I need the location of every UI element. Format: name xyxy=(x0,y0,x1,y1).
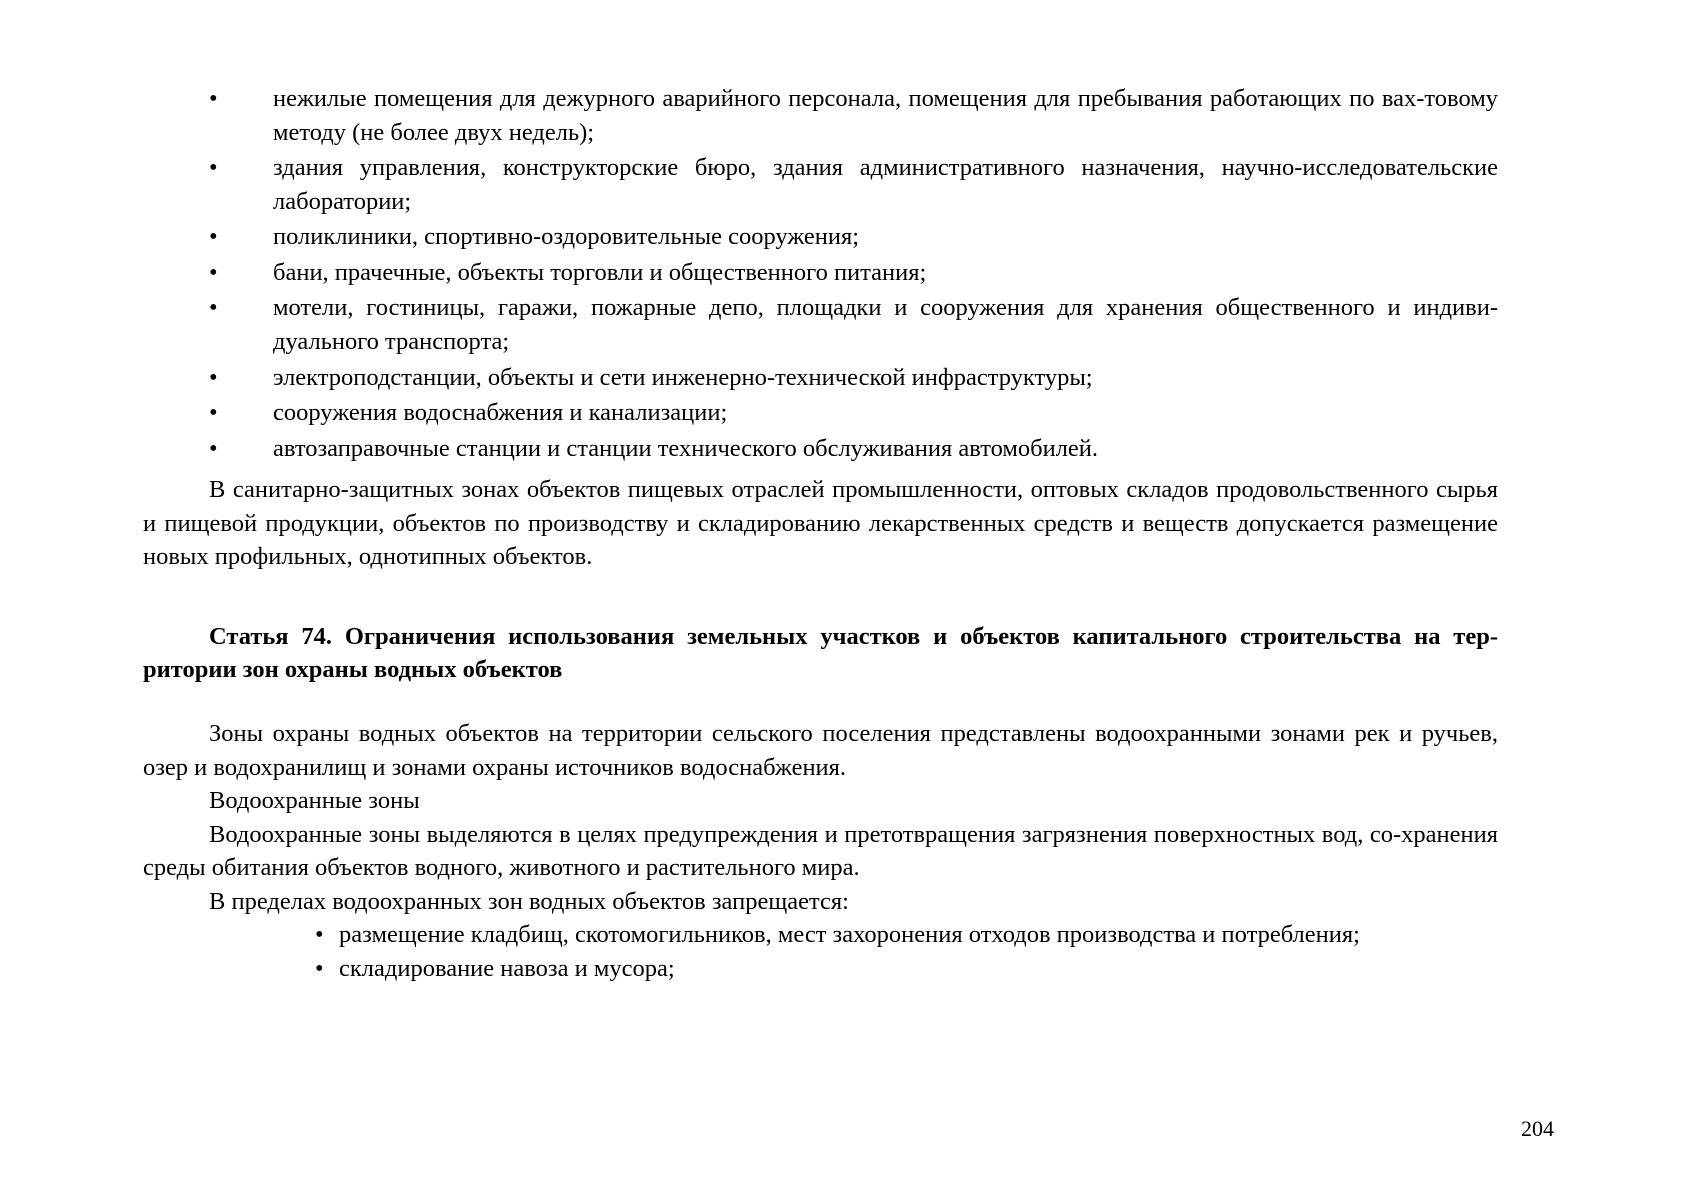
restricted-objects-list xyxy=(143,82,1498,465)
list-item-text: складирование навоза и мусора; xyxy=(339,954,675,982)
paragraph-sanitary-zones: В санитарно-защитных зонах объектов пищевых отраслей промышленности, оптовых складов продовольственного сырья и пищевой продукции, объектов по производству и складированию лекарственных средств и веществ допускается размещение новых профильных, однотипных объектов. xyxy=(143,476,1498,571)
list-item-text: сооружения водоснабжения и канализации; xyxy=(273,399,728,427)
bullet-icon: • xyxy=(209,223,218,251)
list-item xyxy=(143,291,1498,358)
bullet-icon: • xyxy=(209,154,218,182)
bullet-icon: • xyxy=(209,85,218,112)
list-item-text: электроподстанции, объекты и сети инженерно-технической инфраструктуры; xyxy=(273,363,1093,391)
bullet-icon: • xyxy=(209,434,218,462)
page-content xyxy=(143,82,1498,986)
bullet-icon: • xyxy=(315,921,324,949)
page-number: 204 xyxy=(1521,1116,1554,1141)
bullet-icon: • xyxy=(315,954,324,982)
bullet-icon: • xyxy=(209,258,218,286)
paragraph-prohibitions-intro: В пределах водоохранных зон водных объектов запрещается: xyxy=(209,887,849,915)
list-item-text: нежилые помещения для дежурного аварийного персонала, помещения для пребывания работающих по вах-товому методу (не более двух недель); xyxy=(273,85,1498,146)
list-item-text: поликлиники, спортивно-оздоровительные сооружения; xyxy=(273,223,860,251)
spacer xyxy=(143,574,1498,620)
bullet-icon: • xyxy=(209,363,218,391)
bullet-icon: • xyxy=(209,399,218,427)
list-item-text: здания управления, конструкторские бюро, здания административного назначения, научно-исследовательские лаборатории; xyxy=(273,154,1498,215)
paragraph-zone-purpose: Водоохранные зоны выделяются в целях предупреждения и претотвращения загрязнения поверхностных вод, со-хранения среды обитания объектов водного, животного и растительного мира. xyxy=(143,820,1498,882)
list-item xyxy=(143,918,1498,952)
list-item xyxy=(143,432,1498,466)
paragraph-water-protection-zones: Зоны охраны водных объектов на территории сельского поселения представлены водоохранными зонами рек и ручьев, озер и водохранилищ и зонами охраны источников водоснабжения. xyxy=(143,720,1498,781)
list-item-text: размещение кладбищ, скотомогильников, мест захоронения отходов производства и потребления; xyxy=(339,921,1360,949)
list-item xyxy=(143,256,1498,290)
article-74-heading: Статья 74. Ограничения использования земельных участков и объектов капитального строительства на тер-ритории зон охраны водных объектов xyxy=(143,622,1498,684)
list-item xyxy=(143,952,1498,986)
list-item xyxy=(143,220,1498,254)
list-item xyxy=(143,82,1498,149)
list-item xyxy=(143,396,1498,430)
list-item-text: мотели, гостиницы, гаражи, пожарные депо, площадки и сооружения для хранения общественного и индиви-дуального транспорта; xyxy=(273,294,1498,355)
list-item xyxy=(143,151,1498,218)
list-item-text: автозаправочные станции и станции технического обслуживания автомобилей. xyxy=(273,434,1099,462)
paragraph-subheading: Водоохранные зоны xyxy=(209,787,420,815)
list-item xyxy=(143,361,1498,395)
bullet-icon: • xyxy=(209,294,218,322)
spacer xyxy=(143,687,1498,717)
list-item-text: бани, прачечные, объекты торговли и общественного питания; xyxy=(273,258,927,286)
prohibitions-list xyxy=(143,918,1498,985)
